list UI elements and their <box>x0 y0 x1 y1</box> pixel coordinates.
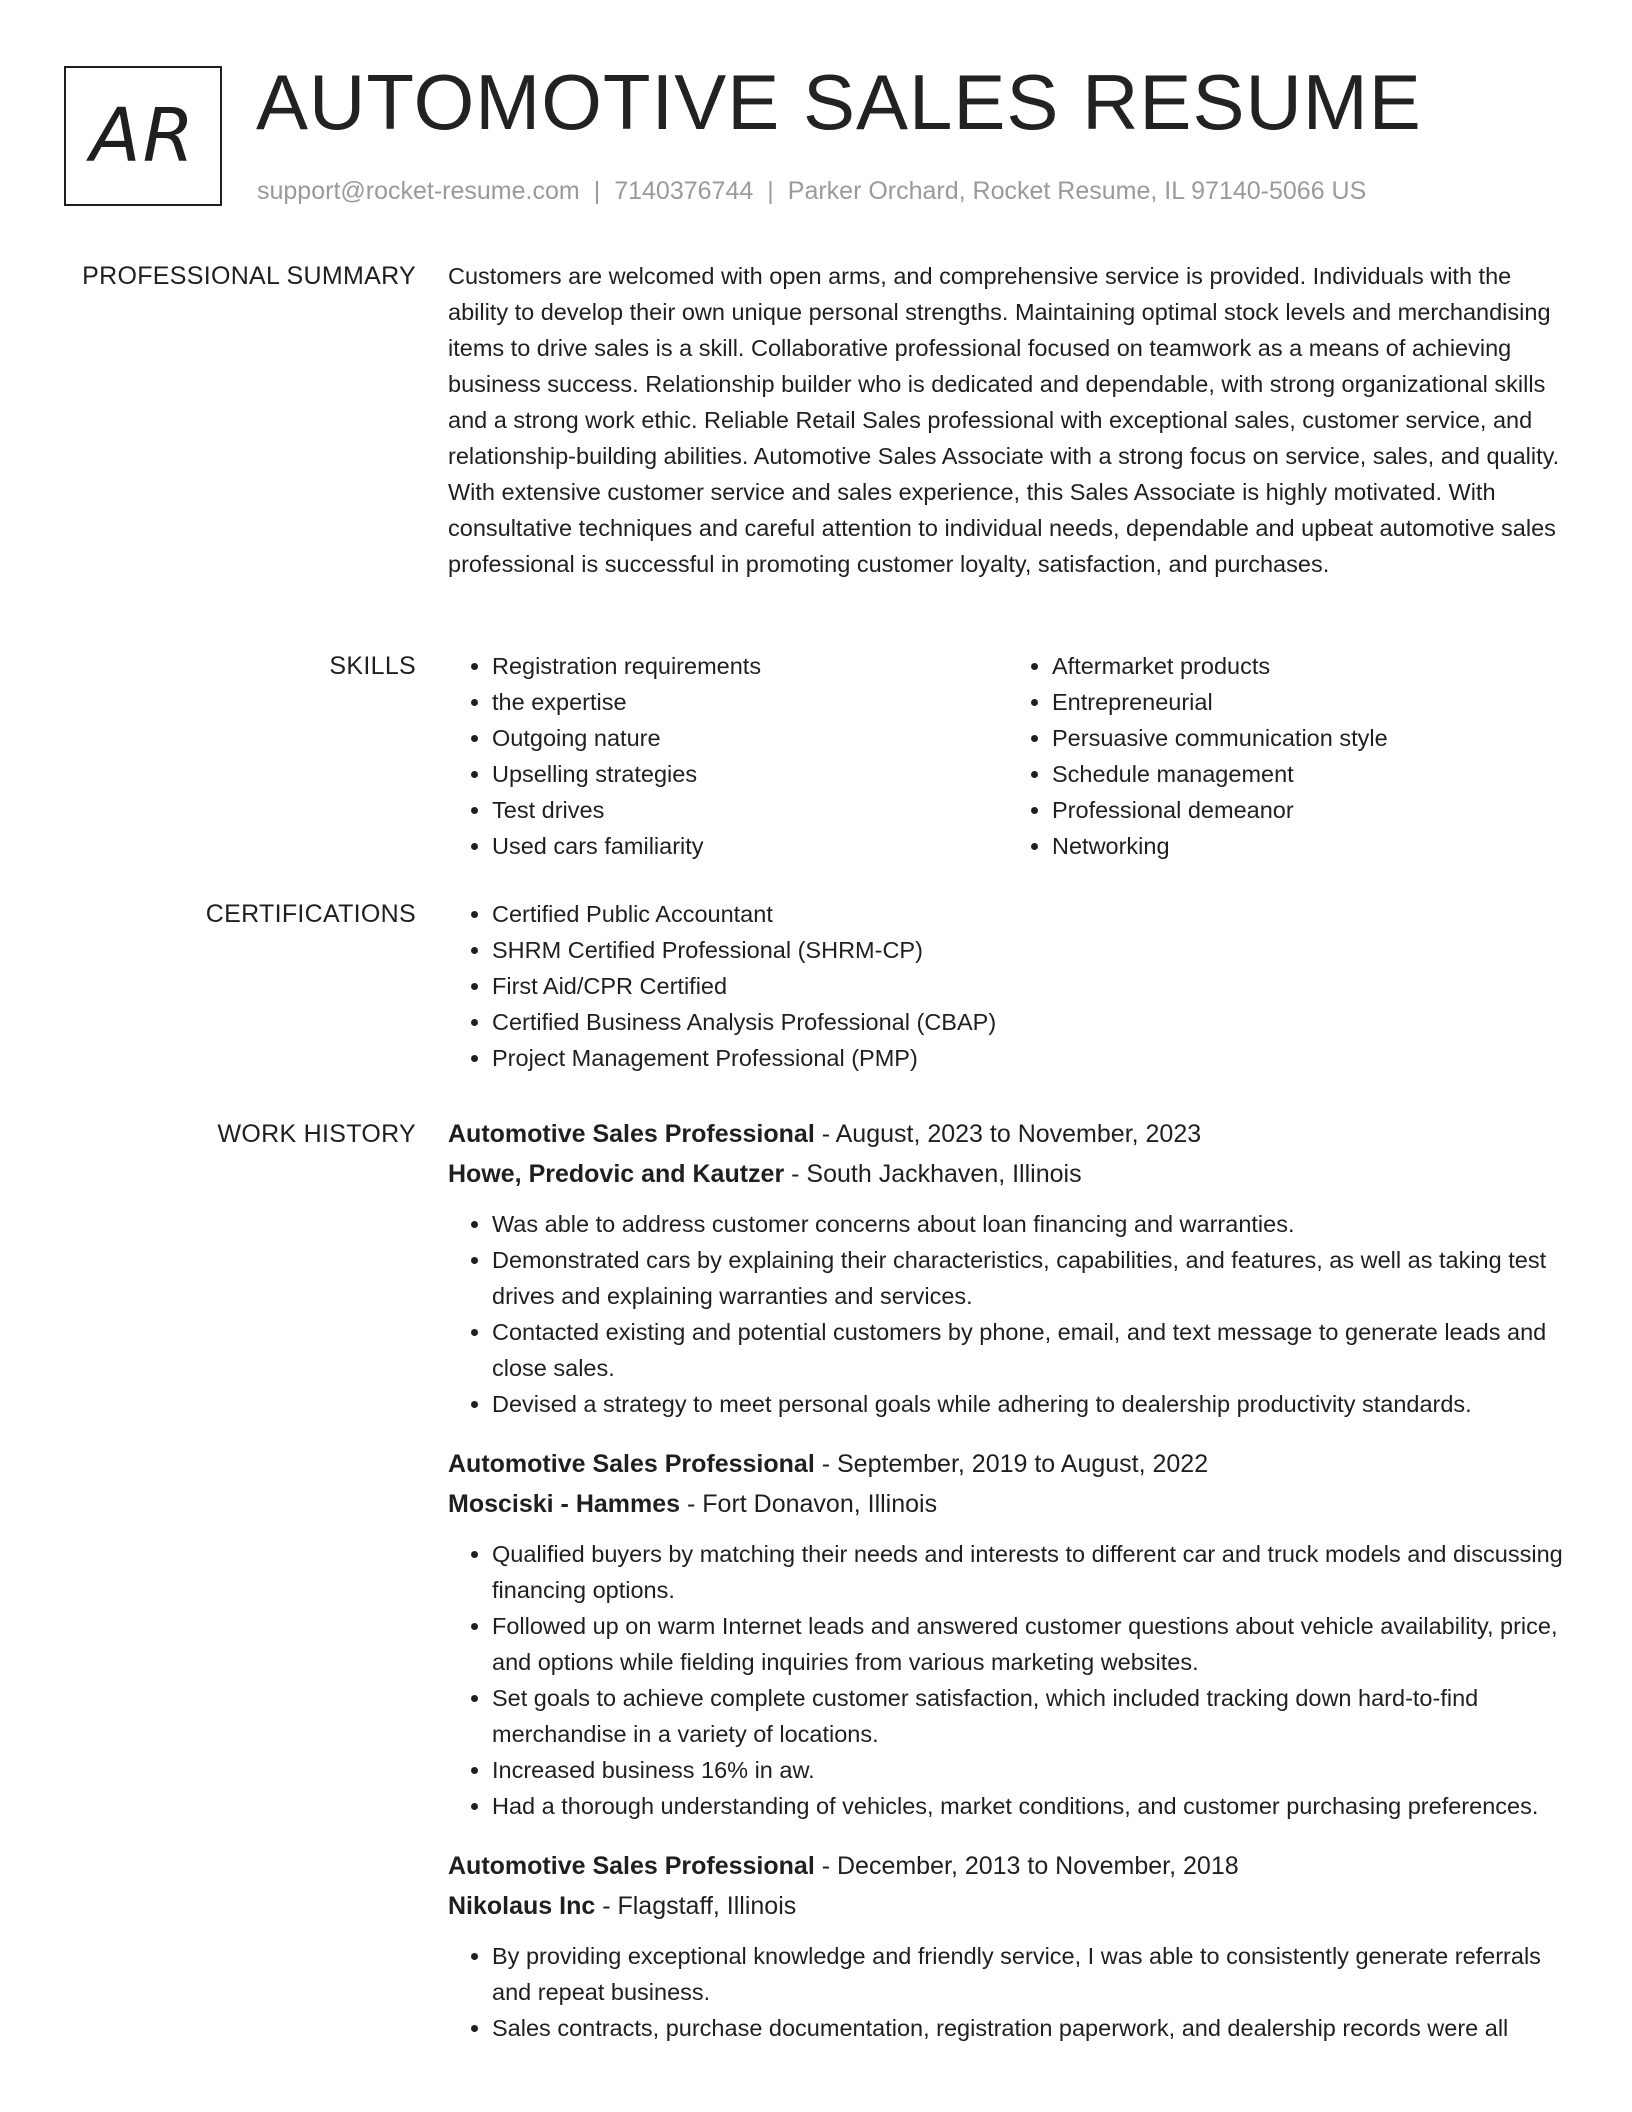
job-bullet: • Was able to address customer concerns about loan financing and warranties. <box>492 1206 1568 1242</box>
skills-list-left <box>448 648 1008 864</box>
job-bullet: • Set goals to achieve complete customer satisfaction, which included tracking down hard-to-find merchandise in a variety of locations. <box>492 1680 1568 1752</box>
job-bullets <box>448 1206 1568 1422</box>
job-title-line <box>448 1846 1568 1886</box>
skill-item: • Persuasive communication style <box>1052 720 1568 756</box>
skills-body <box>448 648 1568 864</box>
job-bullet: • Qualified buyers by matching their needs and interests to different car and truck models and discussing financing options. <box>492 1536 1568 1608</box>
skill-item: • Professional demeanor <box>1052 792 1568 828</box>
skill-item: • Test drives <box>492 792 1008 828</box>
job-bullet: • Sales contracts, purchase documentation, registration paperwork, and dealership records were all <box>492 2010 1568 2046</box>
skill-item: • Upselling strategies <box>492 756 1008 792</box>
job-entry <box>448 1114 1568 1422</box>
certifications-body <box>448 896 1568 1076</box>
contact-address: Parker Orchard, Rocket Resume, IL 97140-5066 US <box>787 177 1367 205</box>
contact-separator: | <box>767 177 774 205</box>
job-company-line <box>448 1484 1568 1524</box>
job-location: - Fort Donavon, Illinois <box>680 1490 938 1518</box>
skill-item: • the expertise <box>492 684 1008 720</box>
job-title: Automotive Sales Professional <box>448 1120 815 1148</box>
job-location: - South Jackhaven, Illinois <box>784 1160 1082 1188</box>
summary-body <box>448 258 1568 582</box>
contact-email[interactable]: support@rocket-resume.com <box>257 177 580 205</box>
job-bullet: • Increased business 16% in aw. <box>492 1752 1568 1788</box>
monogram-box <box>64 66 222 206</box>
summary-heading: PROFESSIONAL SUMMARY <box>82 262 416 290</box>
certification-item: • Certified Business Analysis Professional (CBAP) <box>492 1004 1568 1040</box>
work-history-body <box>448 1114 1568 2068</box>
certification-item: • Certified Public Accountant <box>492 896 1568 932</box>
job-dates: - August, 2023 to November, 2023 <box>814 1120 1202 1148</box>
job-company: Mosciski - Hammes <box>448 1490 681 1518</box>
job-bullet: • Devised a strategy to meet personal goals while adhering to dealership productivity standards. <box>492 1386 1568 1422</box>
contact-separator: | <box>593 177 601 205</box>
skill-item: • Networking <box>1052 828 1568 864</box>
job-company-line <box>448 1886 1568 1926</box>
job-entry <box>448 1846 1568 2046</box>
skill-item: • Registration requirements <box>492 648 1008 684</box>
job-title: Automotive Sales Professional <box>448 1450 815 1478</box>
job-company: Nikolaus Inc <box>448 1892 596 1920</box>
job-bullet: • By providing exceptional knowledge and friendly service, I was able to consistently generate referrals and repeat business. <box>492 1938 1568 2010</box>
job-bullet: • Had a thorough understanding of vehicles, market conditions, and customer purchasing preferences. <box>492 1788 1568 1824</box>
job-location: - Flagstaff, Illinois <box>595 1892 797 1920</box>
job-bullet: • Demonstrated cars by explaining their characteristics, capabilities, and features, as well as taking test drives and explaining warranties and services. <box>492 1242 1568 1314</box>
skill-item: • Outgoing nature <box>492 720 1008 756</box>
certification-item: • Project Management Professional (PMP) <box>492 1040 1568 1076</box>
job-company-line <box>448 1154 1568 1194</box>
skill-item: • Schedule management <box>1052 756 1568 792</box>
certifications-heading: CERTIFICATIONS <box>205 900 416 928</box>
skills-heading: SKILLS <box>329 652 416 680</box>
skill-item: • Aftermarket products <box>1052 648 1568 684</box>
skill-item: • Used cars familiarity <box>492 828 1008 864</box>
summary-text: Customers are welcomed with open arms, and comprehensive service is provided. Individuals with the ability to develop their own unique personal strengths. Maintaining optimal stock levels and merchandising items to drive sales is a skill. Collaborative professional focused on teamwork as a means of achieving business success. Relationship builder who is dedicated and dependable, with strong organizational skills and a strong work ethic. Reliable Retail Sales professional with exceptional sales, customer service, and relationship-building abilities. Automotive Sales Associate with a strong focus on service, sales, and quality. With extensive customer service and sales experience, this Sales Associate is highly motivated. With consultative techniques and careful attention to individual needs, dependable and upbeat automotive sales professional is successful in promoting customer loyalty, satisfaction, and purchases. <box>448 263 1560 577</box>
certification-item: • SHRM Certified Professional (SHRM-CP) <box>492 932 1568 968</box>
skill-item: • Entrepreneurial <box>1052 684 1568 720</box>
contact-phone[interactable]: 7140376744 <box>614 177 754 205</box>
job-dates: - September, 2019 to August, 2022 <box>814 1450 1209 1478</box>
job-company: Howe, Predovic and Kautzer <box>448 1160 785 1188</box>
contact-line <box>257 174 1366 208</box>
job-bullet: • Contacted existing and potential customers by phone, email, and text message to generate leads and close sales. <box>492 1314 1568 1386</box>
job-title-line <box>448 1444 1568 1484</box>
job-bullets <box>448 1938 1568 2046</box>
certification-item: • First Aid/CPR Certified <box>492 968 1568 1004</box>
job-title: Automotive Sales Professional <box>448 1852 815 1880</box>
job-bullets <box>448 1536 1568 1824</box>
job-bullet: • Followed up on warm Internet leads and answered customer questions about vehicle availability, price, and options while fielding inquiries from various marketing websites. <box>492 1608 1568 1680</box>
resume-title: AUTOMOTIVE SALES RESUME <box>256 58 1422 146</box>
certifications-list <box>448 896 1568 1076</box>
job-dates: - December, 2013 to November, 2018 <box>814 1852 1239 1880</box>
skills-list-right <box>1008 648 1568 864</box>
job-entry <box>448 1444 1568 1824</box>
work-history-heading: WORK HISTORY <box>217 1120 416 1148</box>
job-title-line <box>448 1114 1568 1154</box>
monogram-initials: AR <box>89 93 197 179</box>
